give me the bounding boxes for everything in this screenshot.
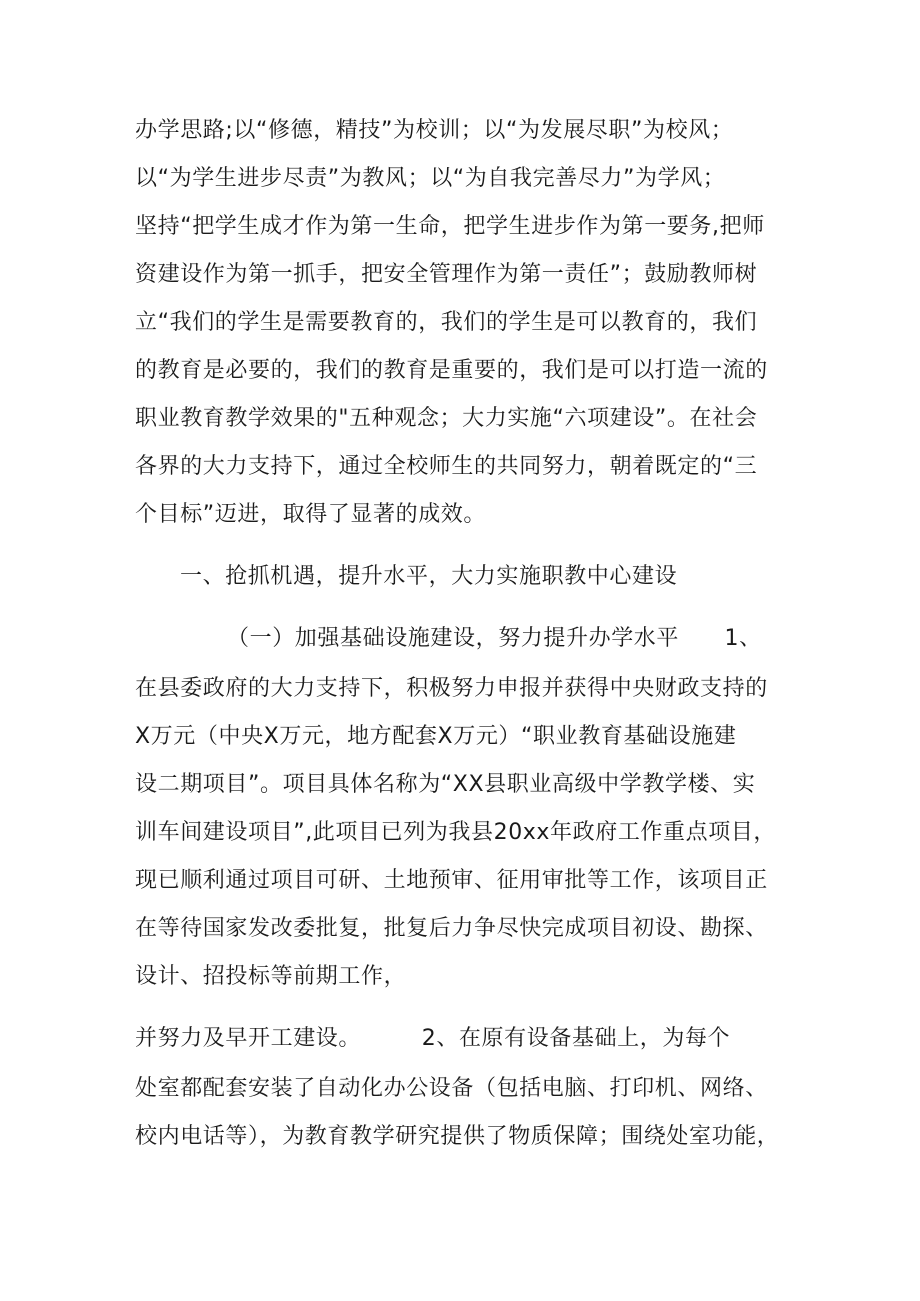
subsection-heading: （一）加强基础设施建设，努力提升办学水平 1、 — [227, 626, 762, 651]
body-line: 在县委政府的大力支持下，积极努力申报并获得中央财政支持的 — [135, 676, 768, 701]
body-line: 训车间建设项目”,此项目已列为我县20xx年政府工作重点项目， — [135, 820, 777, 845]
section-heading: 一、抢抓机遇，提升水平，大力实施职教中心建设 — [180, 564, 678, 589]
body-line: 设计、招投标等前期工作， — [135, 964, 407, 989]
body-line: 资建设作为第一抓手，把安全管理作为第一责任”；鼓励教师树 — [135, 262, 758, 287]
body-line: 办学思路;以“修德，精技”为校训；以“为发展尽职”为校风； — [135, 118, 734, 143]
body-line: 各界的大力支持下，通过全校师生的共同努力，朝着既定的“三 — [135, 454, 758, 479]
body-line: 校内电话等），为教育教学研究提供了物质保障；围绕处室功能， — [135, 1124, 780, 1149]
body-line: 处室都配套安装了自动化办公设备（包括电脑、打印机、网络、 — [135, 1076, 768, 1101]
body-line: 坚持“把学生成才作为第一生命，把学生进步作为第一要务,把师 — [135, 214, 765, 239]
body-line: 立“我们的学生是需要教育的，我们的学生是可以教育的，我们 — [135, 310, 758, 335]
body-line: X万元（中央X万元，地方配套X万元）“职业教育基础设施建 — [135, 724, 737, 749]
body-line: 的教育是必要的，我们的教育是重要的，我们是可以打造一流的 — [135, 358, 768, 383]
body-line: 以“为学生进步尽责”为教风；以“为自我完善尽力”为学风； — [135, 166, 726, 191]
body-line: 个目标”迈进，取得了显著的成效。 — [135, 502, 486, 527]
body-line: 职业教育教学效果的"五种观念；大力实施“六项建设”。在社会 — [135, 406, 758, 431]
body-line: 并努力及早开工建设。 2、在原有设备基础上，为每个 — [135, 1026, 731, 1051]
body-line: 现已顺利通过项目可研、土地预审、征用审批等工作，该项目正 — [135, 868, 768, 893]
body-line: 在等待国家发改委批复，批复后力争尽快完成项目初设、勘探、 — [135, 916, 768, 941]
body-line: 设二期项目”。项目具体名称为“XX县职业高级中学教学楼、实 — [135, 772, 756, 797]
